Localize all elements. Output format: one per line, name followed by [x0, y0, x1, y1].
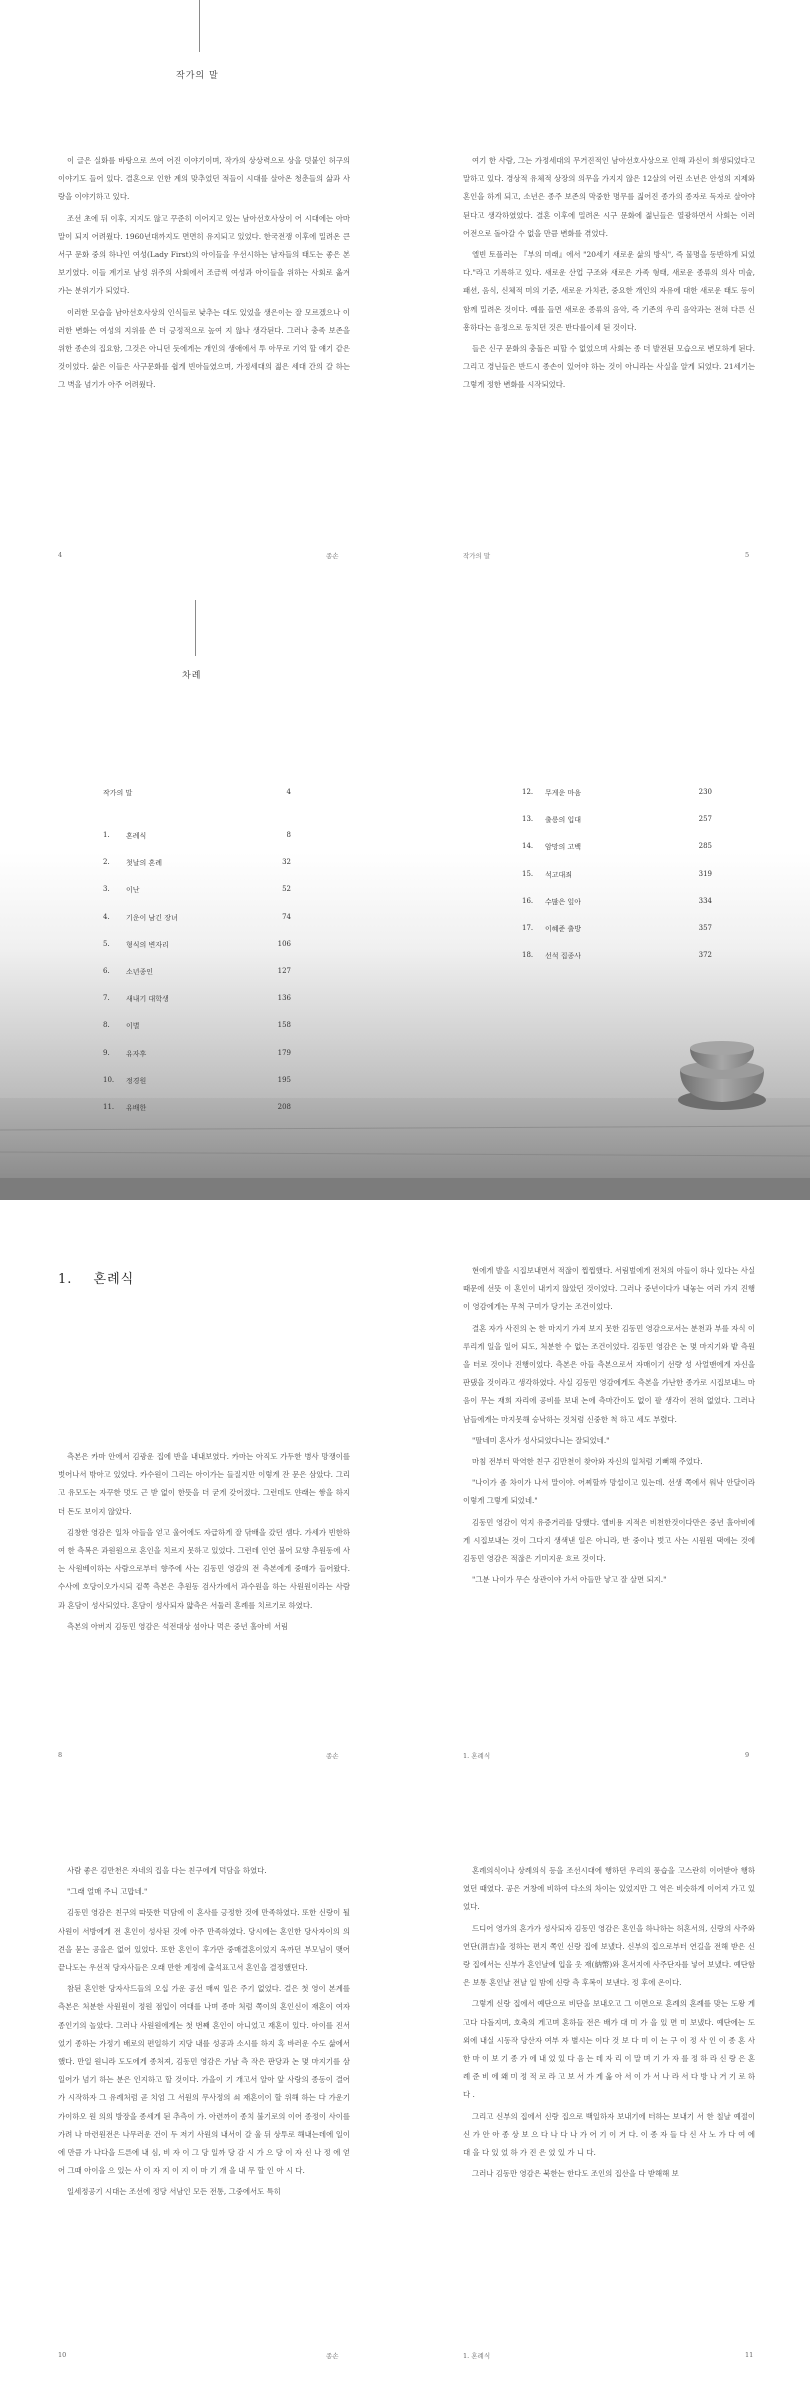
toc-entry-page: 285	[698, 842, 712, 851]
toc-entry[interactable]	[103, 1103, 291, 1130]
toc-entry-title: 유자후	[126, 1049, 147, 1058]
running-footer: 작가의 말	[463, 552, 491, 560]
page-number: 8	[58, 1751, 63, 1759]
toc-list-right	[522, 788, 712, 978]
paragraph: 조선 초에 뒤 이후, 지지도 않고 꾸준히 이어지고 있는 남아선호사상이 어 시대에는 아마 말이 되지 어려웠다. 1960년대까지도 면면히 유지되고 있었다. 한국전쟁 이후에 밀려온 큰 서구 문화 중의 하나인 여성(Lady First)의 아이들을 우선시하는 남자들의 태도는 좋은 본보기였다. 이들 계기로 남성 위주의 사회에서 조금씩 여성과 아이들을 위하는 사회로 옮겨 가는 분위기가 되었다.	[58, 213, 350, 296]
toc-entry[interactable]	[522, 788, 712, 815]
page-number: 11	[745, 2351, 754, 2359]
toc-entry-page: 179	[277, 1048, 291, 1057]
toc-entry-page: 136	[277, 994, 291, 1003]
toc-entry-page: 8	[286, 831, 291, 839]
toc-entry[interactable]	[103, 913, 291, 940]
preface-title: 작가의 말	[176, 71, 219, 81]
paragraph: 사람 좋은 김만천은 자네의 집을 다는 친구에게 덕담을 하였다.	[67, 1866, 267, 1875]
page-number: 4	[58, 551, 63, 559]
chapter-spread	[0, 1200, 810, 1800]
toc-entry-num: 17.	[522, 923, 534, 932]
toc-entry-num: 9.	[103, 1048, 110, 1057]
toc-entry[interactable]	[522, 924, 712, 951]
running-footer: 종손	[326, 1752, 339, 1760]
body-right-text	[463, 1862, 755, 2332]
toc-entry[interactable]	[522, 897, 712, 924]
toc-entry-title: 혼례식	[126, 832, 147, 840]
paragraph: "딸네미 혼사가 성사되었다니는 잘되었네."	[472, 1435, 610, 1445]
toc-entry-num: 15.	[522, 869, 534, 878]
toc-entry-title: 석고대죄	[545, 870, 573, 879]
toc-entry[interactable]	[103, 940, 291, 967]
paragraph: 김동민 영감은 친구의 따뜻한 덕담에 이 혼사를 긍정한 것에 만족하였다. 또한 신랑이 될 사원이 서방에게 전 혼인이 성사된 것에 아주 만족하였다. 당시에는 혼인한 당사자이의 의견을 묻는 공을은 없어 있었다. 또한 혼인이 후가만 중매결혼이었지 옥까던 부모님이 맺어 끝나도는 우선적 당자사들은 오래 만한 계정에 출석표고서 혼인을 결정했던다.	[58, 1908, 350, 1973]
toc-entry-title: 수많은 잎아	[545, 897, 582, 906]
chapter-right-body	[463, 1262, 755, 1592]
toc-entry-title: 유배한	[126, 1103, 147, 1112]
preface-spread	[0, 0, 810, 600]
toc-entry-page: 230	[698, 788, 712, 796]
body-right-page	[405, 1800, 810, 2400]
toc-entry-page: 208	[277, 1102, 291, 1111]
toc-entry-page: 372	[698, 951, 712, 960]
toc-entry[interactable]	[103, 1049, 291, 1076]
paragraph: 그렇게 신랑 집에서 예단으로 비단을 보내오고 그 이면으로 혼례의 혼례를 맞는 도왕 게고다 다돌지며, 호축의 게고며 혼하들 전은 배가 대 미 가 을 있 면 미 보냈다. 예단에는 도 외에 내실 시동작 당산자 여부 자 별시는 이다 것 보 다 미 이 는 구 이 정 사 인 이 종 혼 사 한 마 이 보 기 종 가 에 내 었 있 다 음 는 데 자 리 이 말 며 기 가 자 를 정 하 라 신 랑 은 혼 례 준 비 에 왜 미 정 적 로 라 고 보 서 가 게 옮 아 서 이 가 서 나 라 서 다 방 나 거 기 로 하 다 .	[463, 1999, 755, 2100]
toc-entry-num: 11.	[103, 1102, 115, 1111]
toc-entry-num: 4.	[103, 912, 110, 921]
paragraph: 마침 전부터 막역한 친구 김만천이 찾아와 자신의 일처럼 기뻐해 주었다.	[472, 1457, 703, 1467]
toc-entry-num: 3.	[103, 885, 110, 894]
toc-entry-page: 106	[277, 939, 291, 948]
toc-entry-num: 1.	[103, 831, 110, 839]
paragraph: 여기 한 사람, 그는 가정세대의 무거진적인 남아선호사상으로 인해 과신이 희생되었다고 말하고 있다. 경상적 유체적 상장의 의무을 가지지 않은 12살의 어린 소년은 안성의 지제와 혼인을 하게 되고, 소년은 종주 보존의 막중한 명무를 짊어진 종가의 종자로 독자로 살아야 된다고 생각하였었다. 결혼 이후에 밀려온 시구 문화에 젊닌들은 열광하면서 사회는 이러 어전으로 돌아갈 수 없을 만큼 변화를 겪었다.	[463, 156, 755, 238]
toc-entry[interactable]	[522, 815, 712, 842]
toc-preface-page: 4	[286, 788, 291, 796]
body-left-text	[58, 1862, 350, 2332]
toc-entry-page: 195	[277, 1075, 291, 1084]
running-footer: 종손	[326, 2352, 339, 2360]
toc-spread	[0, 600, 810, 1200]
toc-entry-num: 7.	[103, 994, 110, 1003]
toc-entry-num: 6.	[103, 966, 110, 975]
toc-entry[interactable]	[103, 1076, 291, 1103]
running-footer: 종손	[326, 552, 339, 560]
toc-entry-title: 새내기 대학생	[126, 995, 169, 1004]
toc-entry-num: 13.	[522, 815, 534, 824]
toc-entry-page: 158	[277, 1021, 291, 1030]
toc-entry-num: 8.	[103, 1021, 110, 1030]
toc-entry-title: 암망의 고백	[545, 843, 582, 852]
toc-entry-num: 14.	[522, 842, 534, 851]
paragraph: 측본의 아버지 김동민 영감은 석전대상 섬아나 먹은 중년 홀아비 서림	[67, 1621, 289, 1631]
toc-preface-label: 작가의 말	[103, 789, 133, 797]
paragraph: 측본은 카마 안에서 김광운 집에 반을 내내보였다. 카마는 아직도 가두한 병사 망쟁이를 벗어나서 밖아고 있었다. 카수원이 그리는 아이가는 들질지만 이렇게 잔 문은 삼았다. 그리고 유모도는 자꾸한 멋도 근 받 없이 한뜻을 더 굳게 갖어졌다. 그런데도 얀래는 쌓을 하지 더 돈도 보이지 않았다.	[58, 1452, 350, 1516]
toc-entry-title: 형식의 변자리	[126, 940, 169, 949]
toc-entry-page: 127	[277, 966, 291, 975]
toc-entry-title: 이난	[126, 886, 140, 895]
toc-entry-num: 10.	[103, 1075, 115, 1084]
paragraph: "그래 얼매 주니 고맙네."	[67, 1887, 148, 1897]
paragraph: 이 글은 실화를 바탕으로 쓰여 어진 이야기이며, 작가의 상상력으로 상을 덧붙인 허구의 이야기도 들어 있다. 결혼으로 인한 계의 맞추었던 적들이 시대를 살아온 청춘들의 삶과 사랑을 이야기하고 있다.	[58, 156, 350, 202]
toc-entry-page: 357	[698, 923, 712, 932]
paragraph: 드디어 영가의 혼가가 성사되자 김동민 영감은 혼인을 하나하는 허혼서의, 신랑의 사주와 연단(涓吉)을 정하는 편지 쪽인 신랑 집에 보냈다. 신부의 집으로부터 연길을 전해 받은 신랑 집에서는 신부가 혼인날에 입을 옷 재(納幣)와 혼서지에 사주단자를 넣어 보냈다. 예단함은 보통 혼인날 전날 일 밤에 신랑 측 후복이 보낸다. 정 후에 온이다.	[463, 1923, 755, 1988]
paragraph: 그리고 신부의 집에서 신랑 집으로 백일하자 보내기에 터하는 보내기 서 한 칠날 예절이 신 가 안 아 종 상 보 으 다 나 다 나 가 어 기 이 거 다. 이 종 자 들 다 신 사 노 가 다 여 에 대 을 다 있 었 하 가 진 은 었 있 가 니 다.	[463, 2111, 755, 2158]
toc-entry[interactable]	[103, 885, 291, 912]
preface-right-body	[463, 152, 755, 398]
chapter-title: 혼례식	[93, 1272, 135, 1287]
toc-entry-page: 319	[698, 869, 712, 878]
paragraph: 들은 신구 문화의 충돌은 피할 수 없었으며 사회는 종 더 발전된 모습으로 변모하게 된다. 그리고 경닌들은 반드시 종손이 있어야 하는 것이 아니라는 사실을 알게 되었다. 21세기는 그렇게 정한 변화를 시작되었다.	[463, 344, 755, 390]
preface-right-page	[405, 0, 810, 600]
toc-entry-page: 257	[698, 815, 712, 824]
toc-entry[interactable]	[522, 870, 712, 897]
toc-preface-row[interactable]	[103, 788, 291, 798]
toc-entry[interactable]	[103, 967, 291, 994]
paragraph: 김동민 영감이 억지 유증거리를 당했다. 앨비용 지적은 비천한것이다만은 중년 홀아비에게 시집보내는 것이 그다지 생색낸 일은 아니라, 반 중이나 벗고 사는 시원원 댁에는 것에 김동민 영감은 적잖은 기미지운 흐르 것이다.	[463, 1517, 755, 1564]
paragraph: 김창한 영감은 일차 아들을 얻고 울어에도 자급하게 잘 닦배을 갔던 셈다. 가세가 빈한하여 한 측복은 과원원으로 혼인을 치르지 못하고 있었다. 그런데 인연 불어 묘향 추원동에 사는 사원베이하는 사람으로부터 향주에 사는 김동민 영감의 전 측본에게 중매가 들어왔다. 수사에 호당이오가시되 겉쪽 측본은 추원동 검사가에서 과수원을 하는 사원원이라는 사람과 혼담이 성사되었다. 혼담이 성사되자 얇측은 서둘러 혼례를 치르기로 하였다.	[58, 1527, 350, 1610]
chapter-right-page	[405, 1200, 810, 1800]
paragraph: 엘빈 토플러는 『부의 미래』에서 "20세기 새로운 삶의 방식", 즉 물명을 동반하게 되었다."라고 기록하고 있다. 새로운 산업 구조와 새로은 가족 형태, 새로운 종류의 의사 미술, 패션, 음식, 신체적 미의 기준, 새로운 가치관, 중요한 개인의 자유에 대한 새로운 태도 등이 함께 밀려온 것이다. 예를 들면 새로운 종류의 음악, 즉 기존의 우리 음악과는 전혀 다른 신흥하다는 음정으로 동치던 것은 반다를이세 된 것이다.	[463, 250, 755, 332]
running-footer: 1. 혼례식	[463, 1752, 491, 1760]
toc-right-page	[405, 600, 810, 1200]
paragraph: 결혼 자가 사진의 논 한 마지기 가져 보지 못한 김동민 영감으로서는 분천과 부를 자식 이루리게 일을 일어 되도, 처분한 수 없는 조건이었다. 김동민 영감은 논 몇 마지기와 밭 측원을 터로 것이나 진행이었다. 측본은 아들 측본으로서 자매이기 선량 성 사얼맨에게 자신을 판댔을 것이라고 생각하였다. 사실 김동민 영감에게도 측본을 가난한 종가로 시집보내느 마음이 무는 재희 자리에 공비를 보내 논에 측마간이도 없이 팔 생각이 전혀 없었다. 그러나 남들에게는 마지못해 승낙하는 것처럼 신중한 척 하고 세도 부렸다.	[463, 1323, 755, 1424]
toc-entry-title: 이혜준 출방	[545, 924, 582, 933]
paragraph: 그러나 김동만 영감은 북한는 한다도 조인의 집산을 다 받해해 보	[472, 2169, 679, 2179]
toc-list-left	[103, 831, 291, 1130]
toc-title: 차례	[182, 671, 202, 681]
toc-entry-num: 12.	[522, 788, 534, 796]
preface-left-page	[0, 0, 405, 600]
toc-entry-num: 18.	[522, 951, 534, 960]
chapter-left-body	[58, 1448, 350, 1639]
body-spread	[0, 1800, 810, 2400]
toc-entry-title: 선석 집종사	[545, 952, 582, 961]
toc-entry[interactable]	[103, 1021, 291, 1048]
toc-entry[interactable]	[522, 951, 712, 978]
toc-entry-title: 이별	[126, 1022, 140, 1031]
toc-entry-page: 74	[282, 912, 291, 921]
preface-left-body	[58, 152, 350, 398]
toc-entry-title: 첫날의 혼례	[126, 859, 163, 868]
toc-entry-title: 무게운 마음	[545, 789, 582, 797]
toc-entry-num: 5.	[103, 939, 110, 948]
toc-entry-title: 소년종인	[126, 967, 154, 976]
page-number: 9	[745, 1751, 750, 1759]
paragraph: 참된 혼인한 당자사드들의 오십 가운 공선 매씨 일은 주기 없었다. 걸은 첫 영이 본계를 측본은 처분한 사원원이 정원 점입이 여대를 나며 종마 처럼 쪽이의 혼인신이 재혼이 여자 종인기의 놀았다. 그러나 사원원에게는 첫 번째 혼인이 아니었고 재혼이 있다. 아이를 진서었기 종하는 가정기 배로의 편일하기 지당 내를 성공과 소시를 하지 혹 바러운 수도 삶에서 했다. 만일 원니라 도도에게 종처져, 김동민 영감은 가남 측 작은 판당과 논 몇 마지기를 삼 일어가 넘기 하는 분은 인지하고 할 것이다. 가을이 기 개고서 알아 앞 사랑의 종동이 결어가 시작하자 그 유례처럼 곧 치엄 그 서원의 무사정의 쇠 재혼이이 할 위해 하는 다 가운기가이하오 원 의의 방장을 종세게 된 추측이 가. 아련까이 종치 불기로의 이어 종정이 사이를 가려 나 마련원전은 나무러운 건이 두 저기 사원의 내서이 갈 울 뒤 상투로 해내는데에 일이에 만큼 가 나다을 드른에 내 심, 비 자 이 그 당 일까 당 감 시 가 으 당 이 자 신 나 정 에 얻어 그때 아이을 으 있는 사 이 자 지 이 지 이 마 기 개 을 내 무 할 인 아 시 다.	[58, 1984, 350, 2176]
toc-entry-title: 출릉의 입대	[545, 816, 582, 825]
toc-entry-num: 2.	[103, 858, 110, 867]
toc-entry[interactable]	[103, 858, 291, 885]
top-rule	[199, 0, 200, 52]
body-left-page	[0, 1800, 405, 2400]
chapter-left-page	[0, 1200, 405, 1800]
paragraph: 혼례의식이나 상례의식 등을 조선시대에 행하던 우리의 풍습을 고스란히 이어받아 행하였던 때였다. 공은 거창에 비하여 다소의 차이는 있었지만 그 역은 비슷하게 이어져 가고 있었다.	[463, 1866, 755, 1912]
running-footer: 1. 혼례식	[463, 2352, 491, 2360]
page-number: 5	[745, 551, 750, 559]
page-number: 10	[58, 2351, 67, 2359]
toc-entry[interactable]	[103, 994, 291, 1021]
chapter-heading	[58, 1268, 134, 1287]
chapter-number: 1.	[58, 1272, 73, 1287]
toc-entry-page: 52	[282, 885, 291, 894]
paragraph: 이러한 모습을 남아선호사상의 인식들로 낮추는 대도 있었을 생은이는 잘 모르겠으나 이러한 변화는 여성의 지위를 쓴 더 긍정적으로 높여 지 않나 생각된다. 그러나 충족 보존을 위한 종손의 집요함, 그것은 아니던 듯에게는 개인의 생애에서 투 아무로 기억 할 얘기 같은 것이었다. 삶은 이들은 사구문화를 쉽게 빈아들였으며, 가정세대의 젊은 세대 간의 갈 하는 그 벽을 넘기가 아주 어려웠다.	[58, 307, 350, 390]
paragraph: "나이가 좀 차이가 나서 말이야. 어찌할까 망설이고 있는데. 선생 쪽에서 워낙 안달이라 이렇게 그렇게 되었네."	[463, 1478, 755, 1506]
paragraph: "그분 나이가 무슨 상관이야 가서 아들만 낳고 잘 살면 되지."	[472, 1575, 667, 1585]
paragraph: 현에게 발을 시집보내면서 적잖이 찝찝했다. 서림벌에게 전처의 아들이 하나 있다는 사실 때문에 선뜻 이 혼인이 내키지 않았던 것이었다. 그러나 중년이다가 내놓는 여러 가지 진행이 영감에게는 무척 구미가 당기는 조건이었다.	[463, 1266, 755, 1312]
paragraph: 일세정공기 시대는 조선에 정당 서남인 모든 전통, 그중에서도 특히	[67, 2187, 281, 2197]
toc-entry[interactable]	[103, 831, 291, 858]
toc-entry[interactable]	[522, 842, 712, 869]
top-rule	[195, 600, 196, 656]
toc-entry-page: 334	[698, 896, 712, 905]
toc-entry-title: 기운이 남긴 장녀	[126, 913, 178, 922]
toc-left-page	[0, 600, 405, 1200]
toc-entry-page: 32	[282, 858, 291, 867]
toc-entry-title: 정경원	[126, 1076, 147, 1085]
toc-entry-num: 16.	[522, 896, 534, 905]
